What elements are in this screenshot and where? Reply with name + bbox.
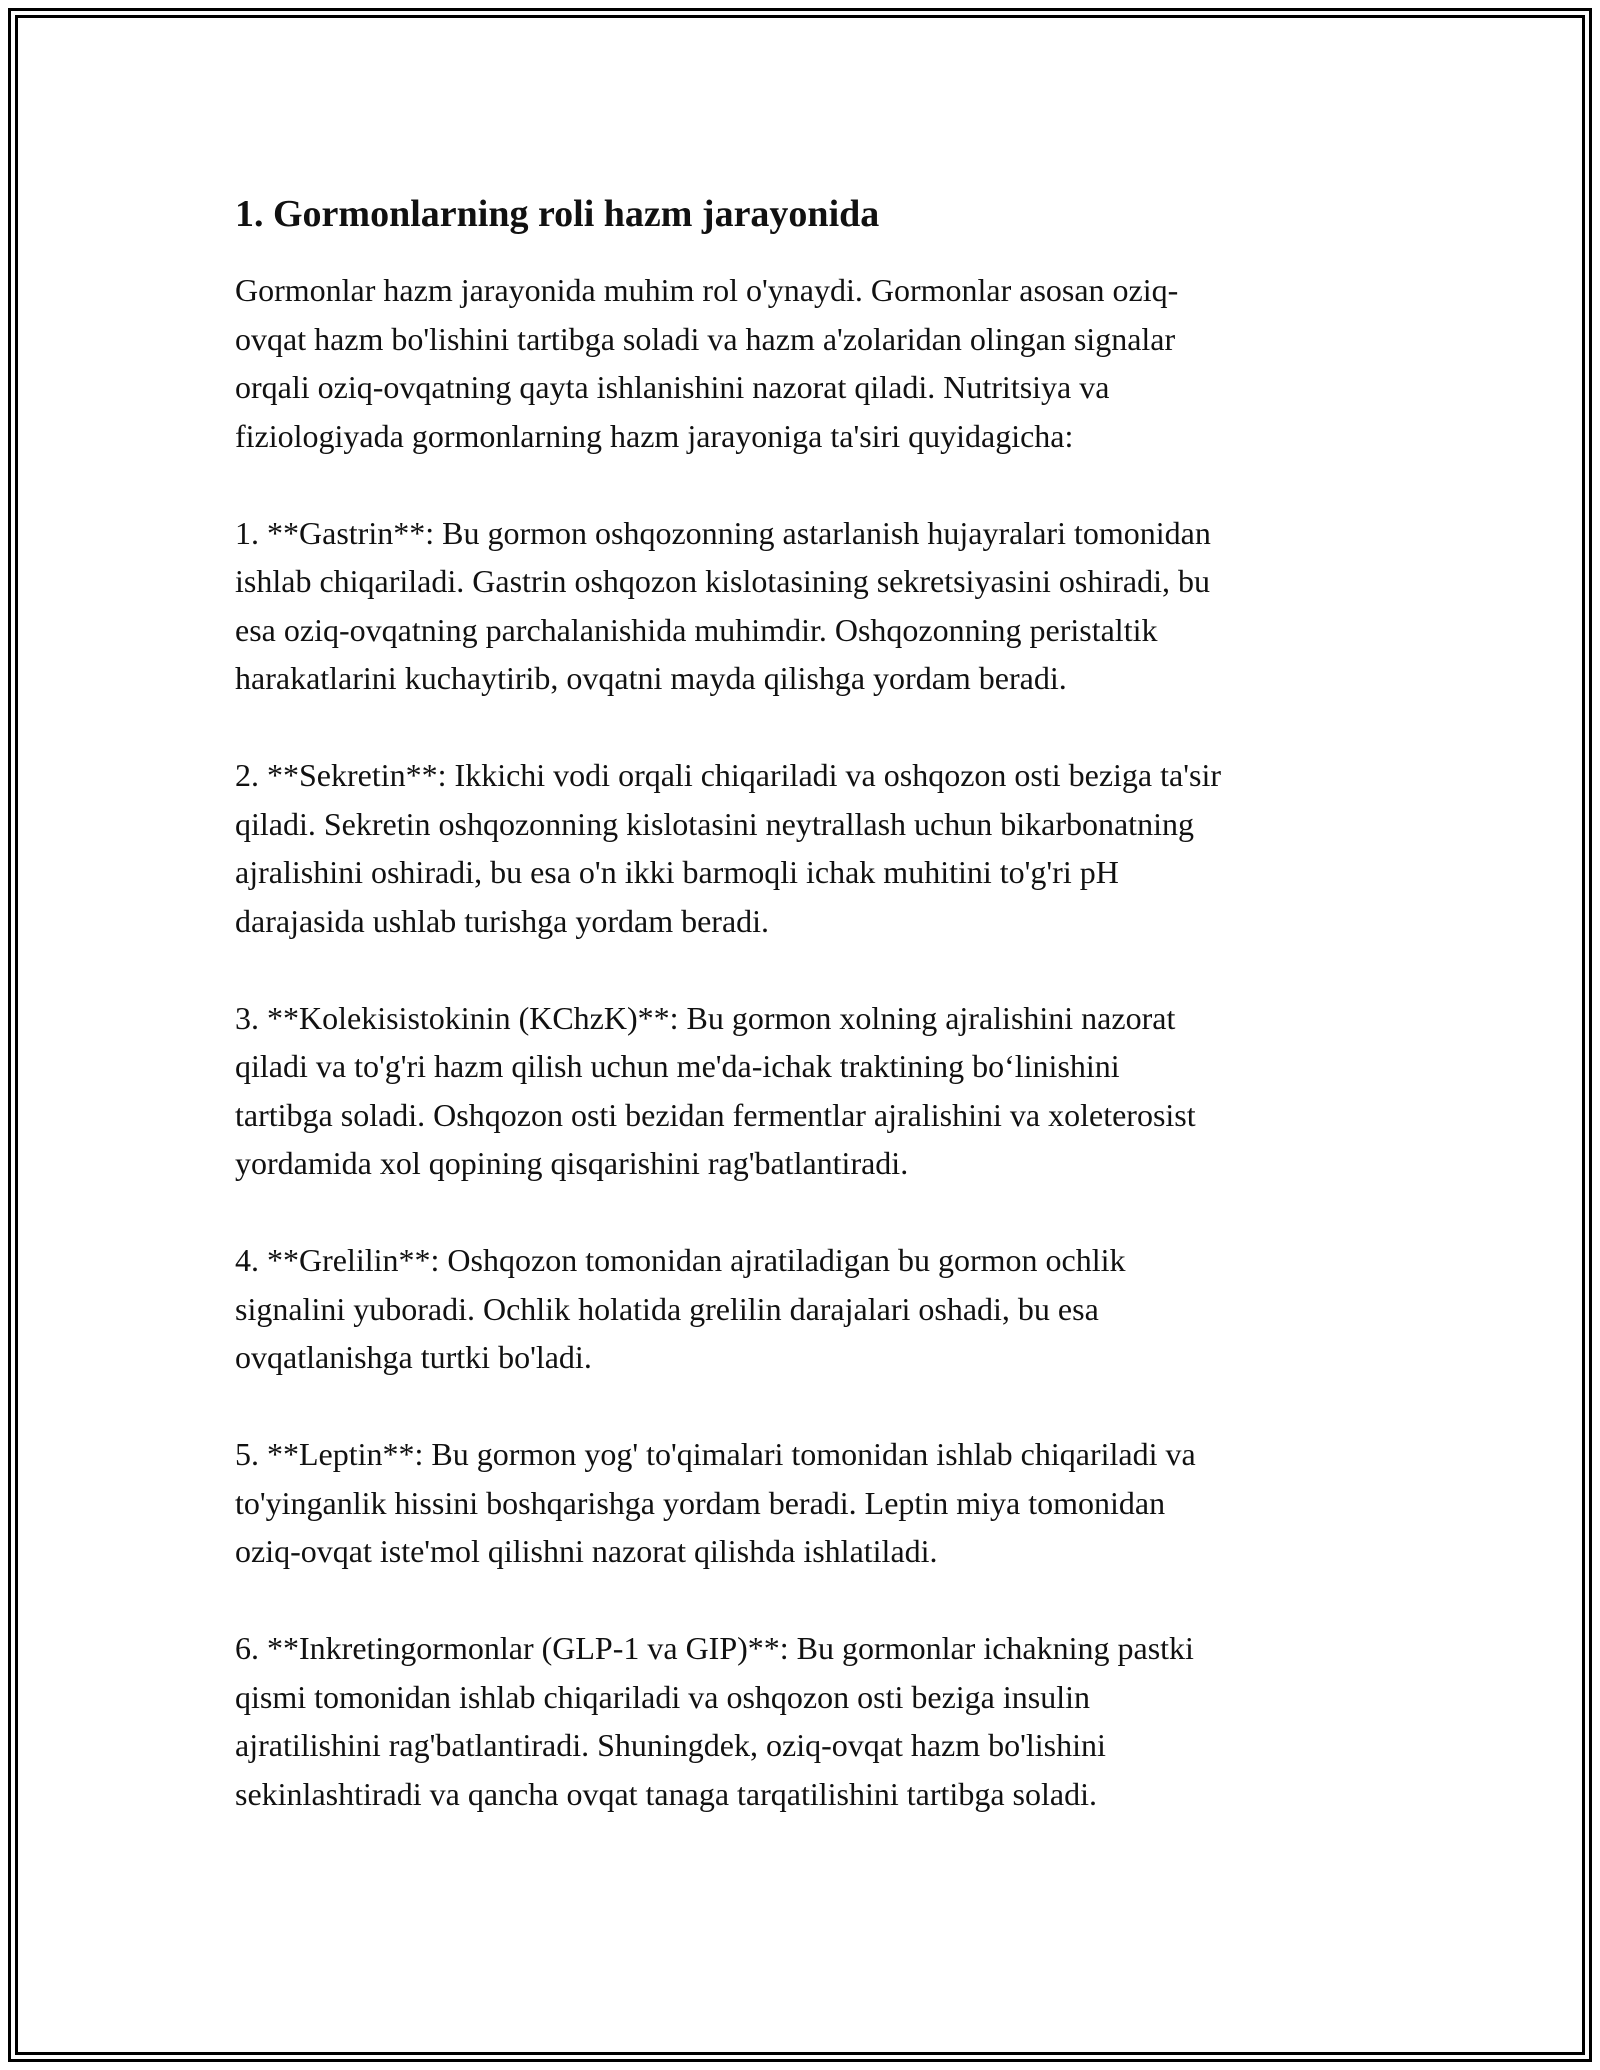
list-item-sekretin: 2. **Sekretin**: Ikkichi vodi orqali chiqariladi va oshqozon osti beziga ta'sir qiladi. Sekretin oshqozonning kislotasini neytrallash uchun bikarbonatning ajralishini oshiradi, bu esa o'n ikki barmoqli ichak muhitini to'g'ri pH darajasida ushlab turishga yordam beradi. — [235, 757, 1221, 939]
list-item-kolekisistokinin: 3. **Kolekisistokinin (KChzK)**: Bu gormon xolning ajralishini nazorat qiladi va to'g'ri hazm qilish uchun me'da-ichak traktining bo‘linishini tartibga soladi. Oshqozon osti bezidan fermentlar ajralishini va xoleterosist yordamida xol qopining qisqarishini rag'batlantiradi. — [235, 999, 1196, 1181]
document-body — [235, 188, 1375, 1867]
intro-paragraph: Gormonlar hazm jarayonida muhim rol o'ynaydi. Gormonlar asosan oziq- ovqat hazm bo'lishini tartibga soladi va hazm a'zolaridan olingan signalar orqali oziq-ovqatning qayta ishlanishini nazorat qiladi. Nutritsiya va fiziologiyada gormonlarning hazm jarayoniga ta'siri quyidagicha: — [235, 272, 1179, 454]
list-item-grelilin: 4. **Grelilin**: Oshqozon tomonidan ajratiladigan bu gormon ochlik signalini yuboradi. Ochlik holatida grelilin darajalari oshadi, bu esa ovqatlanishga turtki bo'ladi. — [235, 1242, 1126, 1375]
list-item-leptin: 5. **Leptin**: Bu gormon yog' to'qimalari tomonidan ishlab chiqariladi va to'yinganlik hissini boshqarishga yordam beradi. Leptin miya tomonidan oziq-ovqat iste'mol qilishni nazorat qilishda ishlatiladi. — [235, 1436, 1196, 1569]
list-item-inkretingormonlar: 6. **Inkretingormonlar (GLP-1 va GIP)**: Bu gormonlar ichakning pastki qismi tomonidan ishlab chiqariladi va oshqozon osti beziga insulin ajratilishini rag'batlantiradi. Shuningdek, oziq-ovqat hazm bo'lishini sekinlashtiradi va qancha ovqat tanaga tarqatilishini tartibga soladi. — [235, 1630, 1194, 1812]
document-title: 1. Gormonlarning roli hazm jarayonida — [235, 193, 880, 235]
list-item-gastrin: 1. **Gastrin**: Bu gormon oshqozonning astarlanish hujayralari tomonidan ishlab chiqariladi. Gastrin oshqozon kislotasining sekretsiyasini oshiradi, bu esa oziq-ovqatning parchalanishida muhimdir. Oshqozonning peristaltik harakatlarini kuchaytirib, ovqatni mayda qilishga yordam beradi. — [235, 514, 1211, 696]
